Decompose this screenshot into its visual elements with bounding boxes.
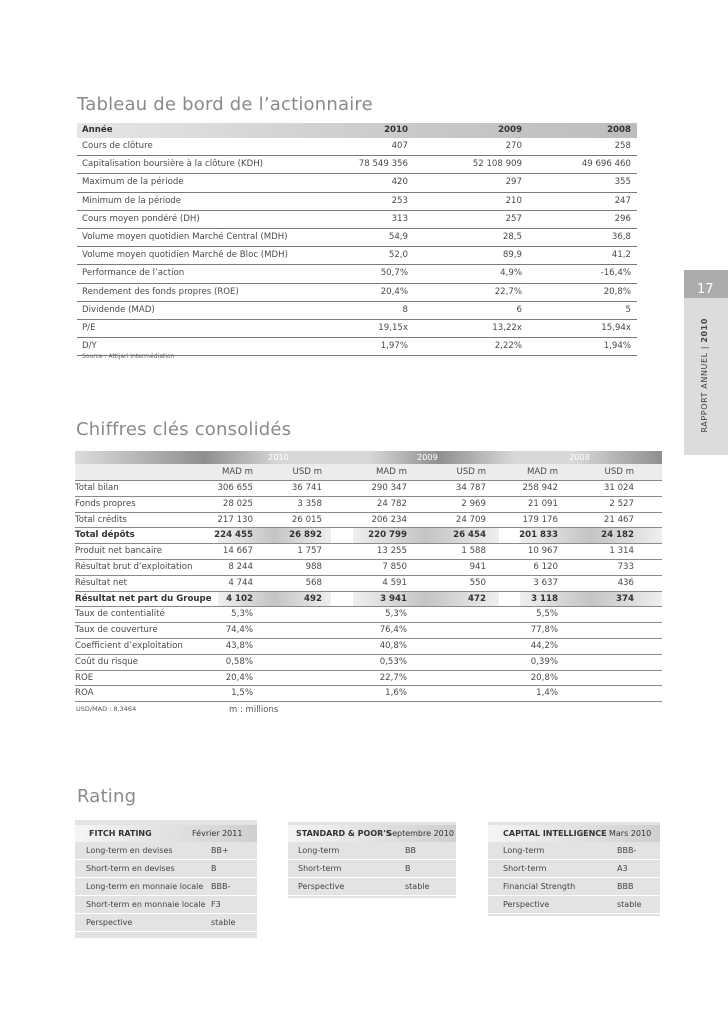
table-cell: 374 [616, 593, 634, 604]
value-2008: 355 [614, 177, 631, 188]
value-2009: 210 [505, 195, 522, 206]
rating-value: F3 [211, 900, 221, 909]
currency-header-row [75, 464, 662, 481]
report-label-text: RAPPORT ANNUEL [700, 352, 709, 433]
table-cell: 22,7% [379, 672, 407, 683]
value-2010: 1,97% [380, 341, 408, 352]
table-cell: 988 [305, 561, 322, 572]
table-cell: 4 591 [382, 577, 407, 588]
table-cell: 1,4% [536, 688, 558, 699]
value-2010: 19,15x [378, 322, 408, 333]
table-cell: 3 637 [533, 577, 558, 588]
ratios-body [75, 607, 662, 702]
rating-label: Long-term [298, 846, 340, 855]
table-row [75, 671, 662, 687]
table-row [77, 174, 637, 192]
table-cell: 26 454 [453, 530, 486, 541]
rating-row [488, 860, 660, 878]
table-row [75, 655, 662, 671]
table-row [77, 138, 637, 156]
header-2009: 2009 [498, 125, 522, 135]
value-2008: 15,94x [601, 322, 631, 333]
table-cell: 24 709 [455, 514, 486, 525]
row-label: Cours de clôture [82, 141, 153, 151]
table-cell: 26 015 [291, 514, 322, 525]
value-2009: 28,5 [502, 231, 522, 242]
value-2008: 296 [614, 213, 631, 224]
table-row [75, 592, 662, 608]
rating-row [488, 842, 660, 860]
rating-date: Février 2011 [192, 829, 243, 838]
table-cell: 4 102 [226, 593, 253, 604]
report-side-tab [684, 270, 728, 455]
row-label: Produit net bancaire [75, 546, 163, 557]
value-2008: 36,8 [611, 231, 631, 242]
value-2008: 1,94% [603, 341, 631, 352]
row-label: P/E [82, 322, 96, 333]
row-label: D/Y [82, 341, 97, 352]
header-2010: 2010 [384, 125, 408, 135]
value-2010: 54,9 [388, 231, 408, 242]
rating-value: stable [211, 918, 236, 927]
table-row [77, 211, 637, 229]
value-2009: 4,9% [500, 268, 522, 279]
table-cell: 550 [469, 577, 486, 588]
table-cell: 436 [617, 577, 634, 588]
rating-value: B [211, 864, 217, 873]
value-2010: 407 [391, 141, 408, 151]
row-label: Cours moyen pondéré (DH) [82, 213, 200, 224]
row-label: Coefficient d’exploitation [75, 640, 183, 651]
table-cell: 36 741 [291, 483, 322, 493]
sp-rating-rows [288, 842, 456, 896]
row-label: ROE [75, 672, 94, 683]
value-2008: 258 [614, 141, 631, 151]
currency-label: MAD m [526, 467, 558, 477]
report-year: 2010 [700, 318, 709, 343]
value-2009: 6 [516, 304, 522, 315]
sp-rating-box [288, 822, 456, 898]
table-cell: 13 255 [376, 546, 407, 557]
table-cell: 2 969 [461, 498, 486, 509]
table-cell: 24 782 [376, 498, 407, 509]
table-row [77, 156, 637, 174]
row-label: Dividende (MAD) [82, 304, 155, 315]
value-2010: 8 [402, 304, 408, 315]
value-2008: 49 696 460 [581, 159, 631, 170]
value-2010: 78 549 356 [358, 159, 408, 170]
row-label: Volume moyen quotidien Marché de Bloc (MDH) [82, 250, 288, 261]
table-row [75, 513, 662, 529]
row-label: Maximum de la période [82, 177, 184, 188]
value-2009: 257 [505, 213, 522, 224]
value-2008: 5 [625, 304, 631, 315]
table-row [75, 639, 662, 655]
rating-label: Short-term [298, 864, 342, 873]
table-row [75, 607, 662, 623]
value-2009: 2,22% [494, 341, 522, 352]
table-row [77, 247, 637, 265]
ci-rating-rows [488, 842, 660, 914]
row-label: ROA [75, 688, 94, 699]
rating-label: Perspective [86, 918, 133, 927]
table-cell: 8 244 [228, 561, 253, 572]
value-2009: 270 [505, 141, 522, 151]
table-cell: 258 942 [522, 483, 558, 493]
section-title-key-figures: Chiffres clés consolidés [76, 419, 292, 440]
table-cell: 43,8% [225, 640, 253, 651]
table-cell: 34 787 [455, 483, 486, 493]
table-cell: 10 967 [527, 546, 558, 557]
row-label: Total bilan [75, 483, 119, 493]
value-2009: 297 [505, 177, 522, 188]
table-row [77, 320, 637, 338]
rating-label: Long-term en devises [86, 846, 173, 855]
row-label: Minimum de la période [82, 195, 182, 206]
value-2010: 50,7% [380, 268, 408, 279]
value-2008: 247 [614, 195, 631, 206]
agency-name: STANDARD & POOR'S [296, 829, 392, 838]
rating-label: Short-term en devises [86, 864, 175, 873]
table-cell: 3 358 [297, 498, 322, 509]
table-header-row [77, 123, 637, 138]
currency-label: USD m [456, 467, 486, 477]
table-cell: 21 091 [527, 498, 558, 509]
rating-value: BBB- [211, 882, 231, 891]
value-2010: 313 [391, 213, 408, 224]
table-cell: 472 [468, 593, 486, 604]
table-cell: 2 527 [609, 498, 634, 509]
rating-label: Perspective [503, 900, 550, 909]
table-row [75, 686, 662, 702]
table-cell: 306 655 [217, 483, 253, 493]
year-2008: 2008 [569, 452, 590, 462]
table-cell: 1,5% [231, 688, 253, 699]
sp-rating-header [288, 825, 456, 842]
fitch-rating-box [75, 820, 257, 938]
table-row [77, 284, 637, 302]
rating-value: A3 [617, 864, 628, 873]
rating-row [75, 896, 257, 914]
table-cell: 201 833 [519, 530, 558, 541]
table-row [77, 302, 637, 320]
table-body [77, 138, 637, 356]
rating-value: BB [405, 846, 416, 855]
table-cell: 4 744 [228, 577, 253, 588]
rating-row [288, 860, 456, 878]
value-2010: 52,0 [388, 250, 408, 261]
table-cell: 6 120 [533, 561, 558, 572]
units-note: m : millions [229, 705, 279, 715]
table-cell: 1 314 [609, 546, 634, 557]
rating-row [488, 896, 660, 914]
rating-row [75, 860, 257, 878]
rating-value: stable [617, 900, 642, 909]
table-cell: 77,8% [530, 625, 558, 636]
currency-label: MAD m [375, 467, 407, 477]
header-year-label: Année [82, 125, 113, 135]
fitch-rating-rows [75, 842, 257, 932]
ci-rating-header [488, 825, 660, 842]
table-cell: 44,2% [530, 640, 558, 651]
table-cell: 26 892 [289, 530, 322, 541]
value-2009: 22,7% [494, 286, 522, 297]
table-cell: 217 130 [217, 514, 253, 525]
table-cell: 74,4% [225, 625, 253, 636]
section-title-shareholder-dashboard: Tableau de bord de l’actionnaire [77, 94, 373, 115]
table-cell: 5,3% [385, 609, 407, 620]
value-2008: -16,4% [600, 268, 631, 279]
agency-name: FITCH RATING [89, 829, 152, 838]
report-label: RAPPORT ANNUEL | 2010 [700, 318, 709, 433]
row-label: Résultat brut d’exploitation [75, 561, 193, 572]
year-header-row [75, 451, 662, 464]
table-row [75, 481, 662, 497]
currency-label: USD m [292, 467, 322, 477]
rating-row [75, 842, 257, 860]
table-cell: 941 [469, 561, 486, 572]
row-label: Volume moyen quotidien Marché Central (MDH) [82, 231, 288, 242]
table-cell: 492 [304, 593, 322, 604]
ci-rating-box [488, 822, 660, 916]
table-cell: 220 799 [368, 530, 407, 541]
table-cell: 20,4% [225, 672, 253, 683]
rating-value: stable [405, 882, 430, 891]
table-cell: 206 234 [371, 514, 407, 525]
table-cell: 0,39% [530, 656, 558, 667]
rating-label: Short-term en monnaie locale [86, 900, 206, 909]
table-row [77, 229, 637, 247]
table-cell: 733 [617, 561, 634, 572]
table-cell: 21 467 [603, 514, 634, 525]
year-2009: 2009 [417, 452, 438, 462]
table-cell: 40,8% [379, 640, 407, 651]
row-label: Coût du risque [75, 656, 139, 667]
rating-date: Mars 2010 [609, 829, 652, 838]
fitch-rating-header [75, 825, 257, 842]
table-cell: 290 347 [371, 483, 407, 493]
rating-label: Perspective [298, 882, 345, 891]
rating-label: Long-term [503, 846, 545, 855]
value-2008: 41,2 [611, 250, 631, 261]
value-2009: 13,22x [492, 322, 522, 333]
page-number: 17 [697, 282, 714, 297]
table-row [75, 560, 662, 576]
row-label: Total dépôts [75, 530, 135, 541]
fx-rate-note: USD/MAD : 8,3464 [76, 705, 137, 713]
rating-value: BBB- [617, 846, 637, 855]
value-2010: 253 [391, 195, 408, 206]
rating-date: Septembre 2010 [387, 829, 454, 838]
table-cell: 1 757 [297, 546, 322, 557]
row-label: Capitalisation boursière à la clôture (KDH) [82, 159, 264, 170]
table-cell: 28 025 [222, 498, 253, 509]
table-cell: 5,3% [231, 609, 253, 620]
table-cell: 3 118 [531, 593, 558, 604]
row-label: Total crédits [75, 514, 127, 525]
agency-name: CAPITAL INTELLIGENCE [503, 829, 607, 838]
currency-label: USD m [604, 467, 634, 477]
rating-label: Financial Strength [503, 882, 576, 891]
table-cell: 568 [305, 577, 322, 588]
rating-value: BBB [617, 882, 634, 891]
table-cell: 1 588 [461, 546, 486, 557]
table-cell: 5,5% [536, 609, 558, 620]
table-cell: 24 182 [601, 530, 634, 541]
shareholder-dashboard-table [77, 123, 637, 356]
source-note: Source : Attijari Intermédiation [82, 353, 175, 360]
table-row [75, 544, 662, 560]
value-2010: 420 [391, 177, 408, 188]
year-2010: 2010 [268, 452, 289, 462]
row-label: Taux de contentialité [75, 609, 165, 620]
rating-row [288, 878, 456, 896]
table-cell: 3 941 [380, 593, 407, 604]
row-label: Performance de l’action [82, 268, 185, 279]
section-title-rating: Rating [77, 786, 137, 807]
header-2008: 2008 [607, 125, 631, 135]
rating-row [75, 878, 257, 896]
table-cell: 76,4% [379, 625, 407, 636]
table-row [75, 623, 662, 639]
rating-row [488, 878, 660, 896]
table-cell: 179 176 [522, 514, 558, 525]
value-2008: 20,8% [603, 286, 631, 297]
row-label: Résultat net [75, 577, 128, 588]
rating-value: BB+ [211, 846, 229, 855]
value-2010: 20,4% [380, 286, 408, 297]
table-row [77, 193, 637, 211]
table-cell: 0,53% [379, 656, 407, 667]
table-cell: 0,58% [225, 656, 253, 667]
table-body [75, 481, 662, 607]
row-label: Taux de couverture [75, 625, 158, 636]
table-cell: 224 455 [214, 530, 253, 541]
row-label: Fonds propres [75, 498, 136, 509]
rating-row [75, 914, 257, 932]
currency-label: MAD m [221, 467, 253, 477]
rating-label: Short-term [503, 864, 547, 873]
value-2009: 52 108 909 [472, 159, 522, 170]
table-row [75, 497, 662, 513]
row-label: Rendement des fonds propres (ROE) [82, 286, 239, 297]
table-cell: 31 024 [603, 483, 634, 493]
table-row [77, 265, 637, 283]
row-label: Résultat net part du Groupe [75, 593, 212, 604]
value-2009: 89,9 [502, 250, 522, 261]
table-cell: 7 850 [382, 561, 407, 572]
key-figures-table [75, 451, 662, 702]
table-cell: 14 667 [222, 546, 253, 557]
table-cell: 20,8% [530, 672, 558, 683]
table-row [75, 528, 662, 544]
table-row [75, 576, 662, 592]
rating-value: B [405, 864, 411, 873]
rating-label: Long-term en monnaie locale [86, 882, 204, 891]
rating-row [288, 842, 456, 860]
table-cell: 1,6% [385, 688, 407, 699]
